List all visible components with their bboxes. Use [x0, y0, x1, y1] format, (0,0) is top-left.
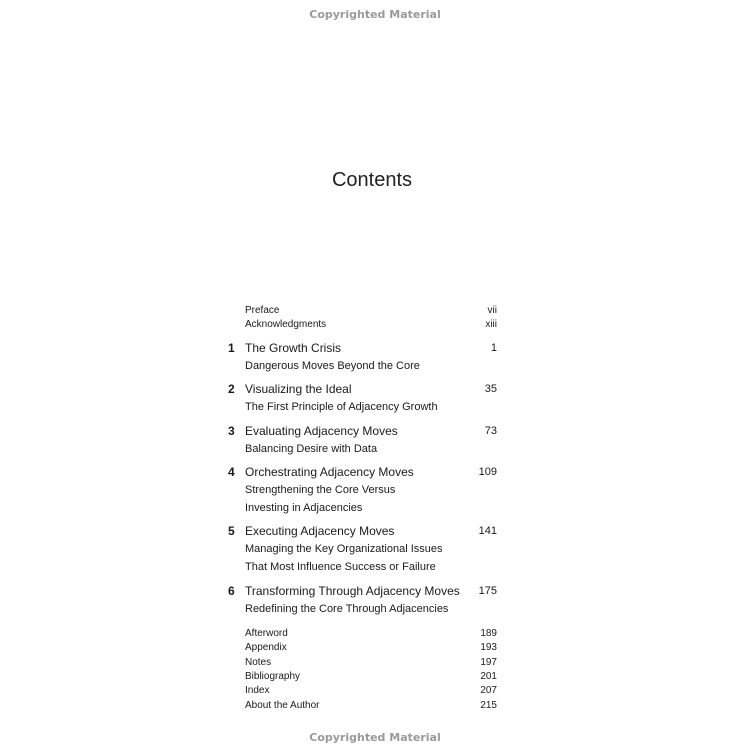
toc-entry-page: 197	[480, 657, 497, 668]
chapter-title: The Growth Crisis	[245, 341, 342, 355]
chapter-number: 5	[228, 524, 235, 538]
chapter-page: 35	[484, 383, 497, 395]
toc-entry-label: Preface	[245, 305, 280, 316]
toc-entry-page: vii	[487, 305, 497, 316]
chapter-page: 73	[484, 425, 497, 437]
copyright-watermark-bottom: Copyrighted Material	[309, 731, 441, 744]
chapter-title: Evaluating Adjacency Moves	[245, 424, 398, 438]
toc-entry-label: Acknowledgments	[245, 319, 327, 330]
chapter-subtitle: Managing the Key Organizational Issues	[245, 543, 443, 555]
toc-entry-bibliography	[0, 670, 750, 684]
chapter-number: 6	[228, 584, 235, 598]
chapter-title: Transforming Through Adjacency Moves	[245, 584, 460, 598]
toc-entry-preface	[0, 304, 750, 318]
toc-entry-acknowledgments	[0, 318, 750, 332]
chapter-subtitle: That Most Influence Success or Failure	[245, 561, 436, 573]
page-title: Contents	[331, 169, 413, 191]
toc-entry-page: 201	[480, 671, 497, 682]
chapter-title: Visualizing the Ideal	[245, 382, 352, 396]
toc-entry-label: Index	[245, 685, 270, 696]
chapter-title: Orchestrating Adjacency Moves	[245, 465, 414, 479]
chapter-page: 109	[478, 466, 497, 478]
chapter-subtitle: The First Principle of Adjacency Growth	[245, 401, 438, 413]
toc-entry-label: About the Author	[245, 700, 320, 711]
chapter-number: 2	[228, 382, 235, 396]
toc-entry-notes	[0, 656, 750, 670]
toc-entry-page: 207	[480, 685, 497, 696]
toc-entry-label: Afterword	[245, 628, 288, 639]
toc-entry-appendix	[0, 641, 750, 655]
chapter-page: 1	[490, 342, 497, 354]
toc-entry-page: 193	[480, 642, 497, 653]
copyright-watermark-top: Copyrighted Material	[309, 8, 441, 21]
toc-entry-label: Notes	[245, 657, 272, 668]
toc-entry-label: Appendix	[245, 642, 287, 653]
chapter-subtitle: Dangerous Moves Beyond the Core	[245, 360, 420, 372]
toc-entry-label: Bibliography	[245, 671, 301, 682]
toc-entry-page: 189	[480, 628, 497, 639]
chapter-page: 141	[478, 525, 497, 537]
chapter-number: 1	[228, 341, 235, 355]
toc-entry-page: xiii	[485, 319, 497, 330]
chapter-number: 3	[228, 424, 235, 438]
toc-entry-page: 215	[480, 700, 497, 711]
chapter-number: 4	[228, 465, 235, 479]
chapter-subtitle: Balancing Desire with Data	[245, 443, 378, 455]
chapter-title: Executing Adjacency Moves	[245, 524, 395, 538]
chapter-subtitle: Strengthening the Core Versus	[245, 484, 396, 496]
toc-entry-index	[0, 684, 750, 698]
toc-entry-about-the-author	[0, 699, 750, 713]
chapter-subtitle: Redefining the Core Through Adjacencies	[245, 603, 449, 615]
toc-entry-afterword	[0, 627, 750, 641]
chapter-page: 175	[478, 585, 497, 597]
chapter-subtitle: Investing in Adjacencies	[245, 502, 363, 514]
